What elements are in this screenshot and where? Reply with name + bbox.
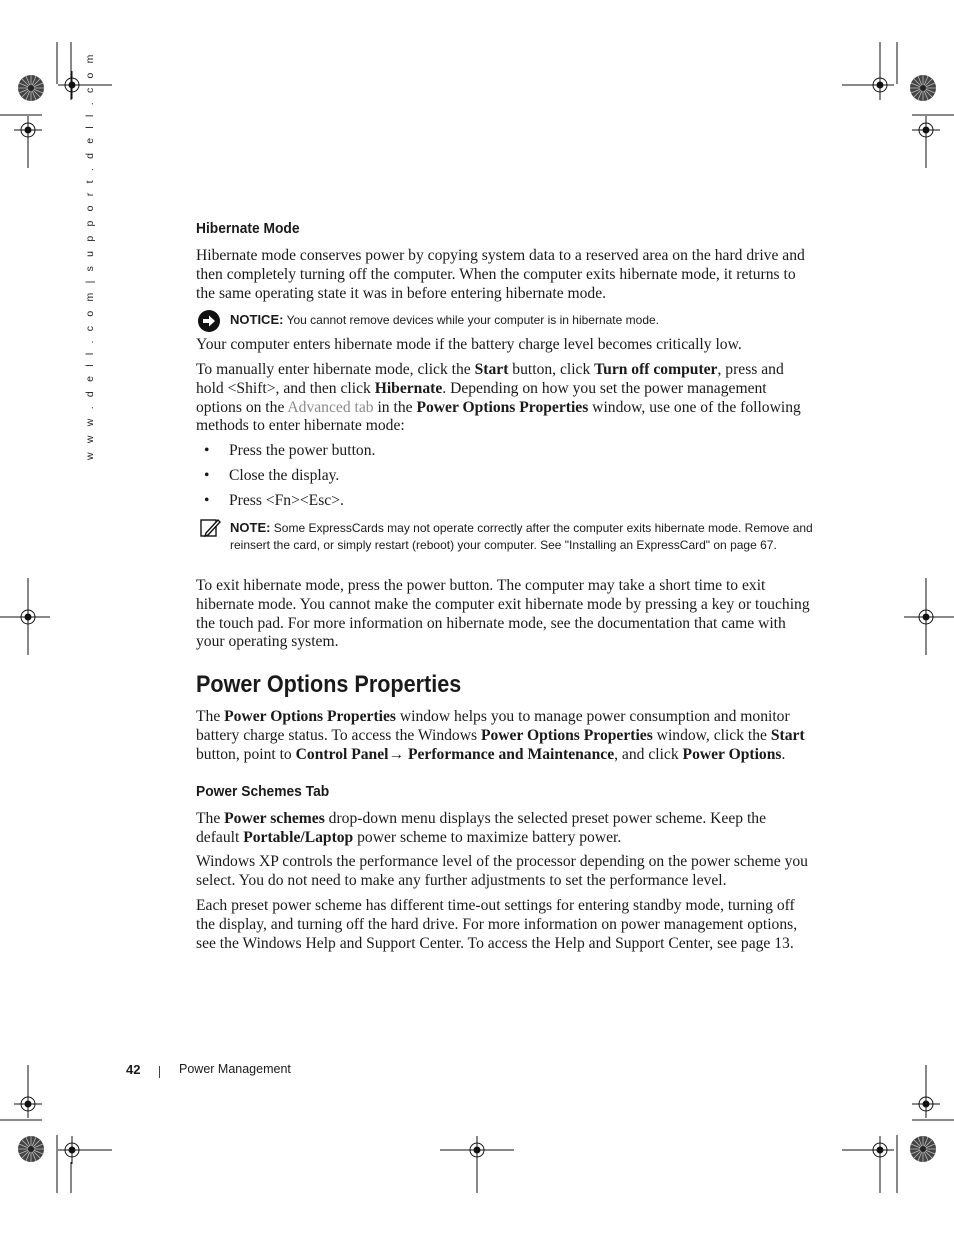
registration-mark-icon xyxy=(912,1090,940,1118)
schemes-paragraph-1: The Power schemes drop-down menu displays the selected preset power scheme. Keep the default Portable/Laptop power scheme to maximize battery power. xyxy=(196,810,767,846)
registration-mark-icon xyxy=(912,116,940,144)
side-url: w w w . d e l l . c o m | s u p p o r t . d e l l . c o m xyxy=(84,51,96,460)
color-wheel-icon xyxy=(910,1136,936,1162)
power-options-paragraph: The Power Options Properties window helps you to manage power consumption and monitor battery charge status. To access the Windows Power Options Properties window, click the Start button, point to Control Panel→ Performance and Maintenance, and click Power Options. xyxy=(196,708,805,763)
notice-arrow-icon xyxy=(197,309,221,333)
footer-section-title: Power Management xyxy=(179,1062,291,1076)
color-wheel-icon xyxy=(18,75,44,101)
note-text: Some ExpressCards may not operate correctly after the computer exits hibernate mode. Remove and reinsert the card, or simply restart (reboot) your computer. See "Installing an ExpressCard" on page 67. xyxy=(230,521,813,552)
page-title: Power Options Properties xyxy=(196,671,462,698)
registration-mark-icon xyxy=(14,116,42,144)
notice-text: You cannot remove devices while your computer is in hibernate mode. xyxy=(283,313,659,327)
hibernate-paragraph-3: To manually enter hibernate mode, click the Start button, click Turn off computer, press and hold <Shift>, and then click Hibernate. Depending on how you set the power management options on the Advanced tab in the Power Options Properties window, use one of the following methods to enter hibernate mode: xyxy=(196,361,801,435)
registration-mark-icon xyxy=(58,1136,86,1164)
note-callout xyxy=(230,519,814,554)
power-schemes-heading: Power Schemes Tab xyxy=(196,783,330,800)
footer-divider xyxy=(159,1066,160,1078)
hibernate-paragraph-1: Hibernate mode conserves power by copying system data to a reserved area on the hard drive and then completely turning off the computer. When the computer exits hibernate mode, it returns to the same operating state it was in before entering hibernate mode. xyxy=(196,247,805,302)
note-label: NOTE: xyxy=(230,520,271,535)
notice-callout xyxy=(230,311,814,329)
hibernate-paragraph-2: Your computer enters hibernate mode if the battery charge level becomes critically low. xyxy=(196,336,742,353)
color-wheel-icon xyxy=(18,1136,44,1162)
registration-mark-icon xyxy=(866,1136,894,1164)
page-number: 42 xyxy=(126,1062,141,1077)
advanced-tab-link[interactable]: Advanced tab xyxy=(287,398,374,416)
list-item: • Press the power button. xyxy=(204,442,376,459)
registration-mark-icon xyxy=(58,71,86,99)
note-pencil-icon xyxy=(199,517,221,539)
list-item: • Close the display. xyxy=(204,467,340,484)
list-item: • Press <Fn><Esc>. xyxy=(204,492,344,509)
color-wheel-icon xyxy=(910,75,936,101)
hibernate-paragraph-4: To exit hibernate mode, press the power button. The computer may take a short time to exit hibernate mode. You cannot make the computer exit hibernate mode by pressing a key or touching the touch pad. For more information on hibernate mode, see the documentation that came with your operating system. xyxy=(196,577,810,651)
notice-label: NOTICE: xyxy=(230,312,284,327)
schemes-paragraph-3: Each preset power scheme has different time-out settings for entering standby mode, turning off the display, and turning off the hard drive. For more information on power management options, see the Windows Help and Support Center. To access the Help and Support Center, see page 13. xyxy=(196,897,798,952)
registration-mark-icon xyxy=(14,1090,42,1118)
schemes-paragraph-2: Windows XP controls the performance level of the processor depending on the power scheme you select. You do not need to make any further adjustments to set the performance level. xyxy=(196,853,808,889)
hibernate-heading: Hibernate Mode xyxy=(196,220,300,237)
